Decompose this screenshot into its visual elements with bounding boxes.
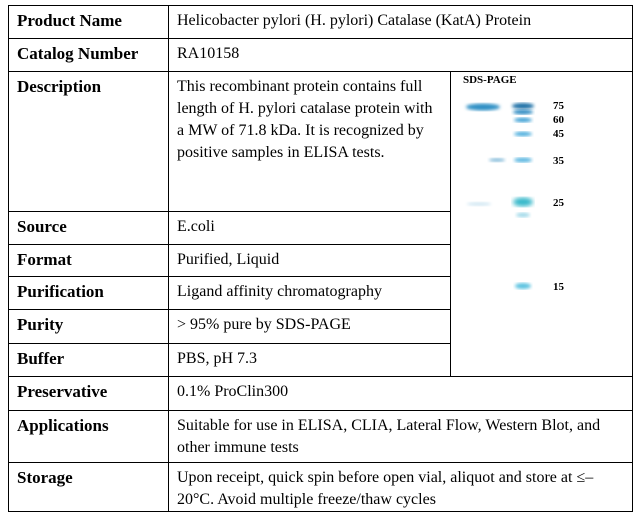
row-catalog-number xyxy=(9,39,633,72)
ladder-band-35 xyxy=(514,158,532,163)
value-catalog-number: RA10158 xyxy=(169,39,633,72)
label-preservative: Preservative xyxy=(9,377,169,411)
ladder-band-15 xyxy=(515,283,531,289)
value-applications: Suitable for use in ELISA, CLIA, Lateral Flow, Western Blot, and other immune tests xyxy=(169,411,633,463)
row-description xyxy=(9,72,633,212)
marker-label-60: 60 xyxy=(553,114,564,126)
ladder-band-25 xyxy=(513,198,533,207)
row-storage xyxy=(9,463,633,512)
label-description: Description xyxy=(9,72,169,212)
marker-label-45: 45 xyxy=(553,128,564,140)
gel-band-sample-faint xyxy=(489,158,505,162)
ladder-band-75b xyxy=(513,110,533,115)
label-source: Source xyxy=(9,212,169,245)
value-purification: Ligand affinity chromatography xyxy=(169,277,451,310)
marker-label-75: 75 xyxy=(553,100,564,112)
label-format: Format xyxy=(9,245,169,277)
label-applications: Applications xyxy=(9,411,169,463)
gel-band-sample-faint-2 xyxy=(467,202,491,206)
marker-label-15: 15 xyxy=(553,281,564,293)
row-preservative xyxy=(9,377,633,411)
marker-label-25: 25 xyxy=(553,197,564,209)
value-source: E.coli xyxy=(169,212,451,245)
ladder-band-25b xyxy=(516,213,530,217)
value-product-name: Helicobacter pylori (H. pylori) Catalase (KatA) Protein xyxy=(169,6,633,39)
label-purity: Purity xyxy=(9,310,169,344)
value-purity: > 95% pure by SDS-PAGE xyxy=(169,310,451,344)
gel-band-sample-main xyxy=(466,104,500,111)
ladder-band-75 xyxy=(512,103,534,109)
value-storage: Upon receipt, quick spin before open vial, aliquot and store at ≤–20°C. Avoid multiple freeze/thaw cycles xyxy=(169,463,633,512)
value-description: This recombinant protein contains full length of H. pylori catalase protein with a MW of 71.8 kDa. It is recognized by positive samples in ELISA tests. xyxy=(169,72,451,212)
ladder-band-45 xyxy=(514,132,532,136)
label-product-name: Product Name xyxy=(9,6,169,39)
value-buffer: PBS, pH 7.3 xyxy=(169,344,451,377)
label-purification: Purification xyxy=(9,277,169,310)
ladder-band-60 xyxy=(514,118,532,122)
value-format: Purified, Liquid xyxy=(169,245,451,277)
marker-label-35: 35 xyxy=(553,155,564,167)
gel-title: SDS-PAGE xyxy=(463,74,517,86)
row-product-name xyxy=(9,6,633,39)
row-applications xyxy=(9,411,633,463)
sds-page-gel-panel xyxy=(451,72,633,377)
gel-ladder-lane xyxy=(512,103,534,289)
product-spec-table xyxy=(8,5,633,512)
value-preservative: 0.1% ProClin300 xyxy=(169,377,633,411)
label-buffer: Buffer xyxy=(9,344,169,377)
label-catalog-number: Catalog Number xyxy=(9,39,169,72)
gel-image xyxy=(451,72,633,377)
label-storage: Storage xyxy=(9,463,169,512)
